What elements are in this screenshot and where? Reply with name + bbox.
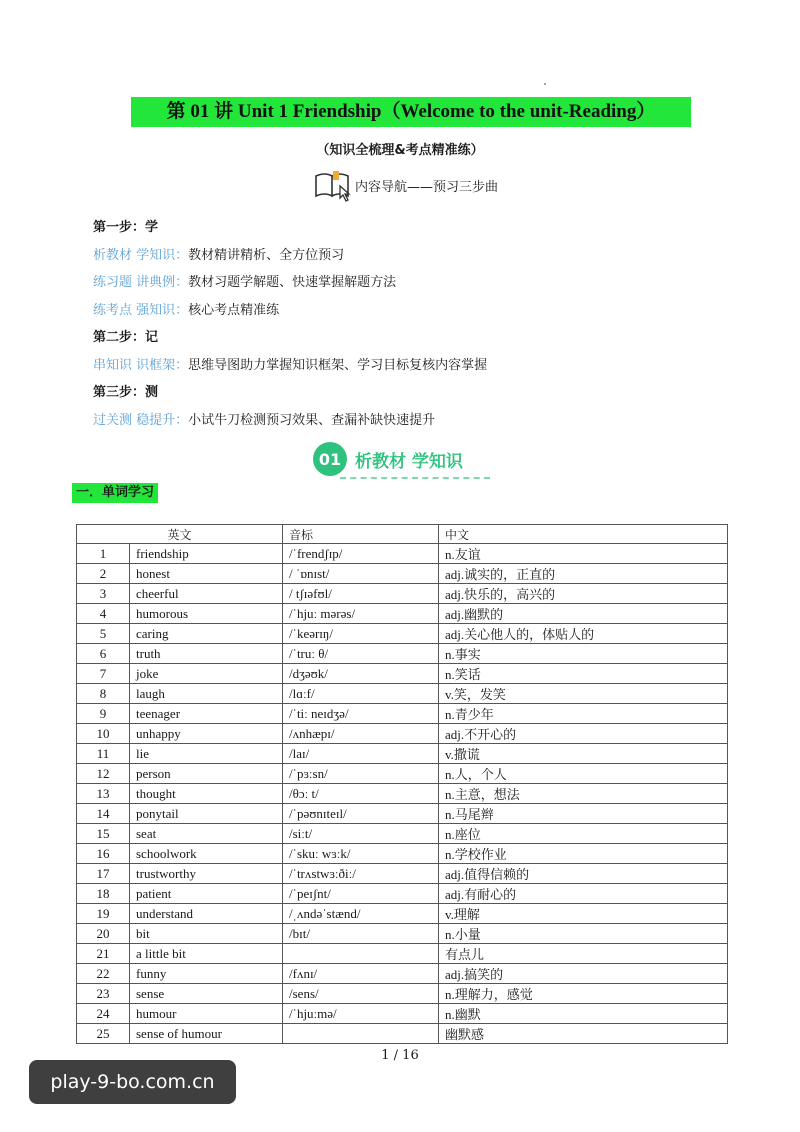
content-nav	[313, 168, 498, 202]
phonetic-cell: /bɪt/	[283, 924, 439, 944]
phonetic-cell: /sens/	[283, 984, 439, 1004]
meaning-cell: v.撒谎	[439, 744, 728, 764]
phonetic-cell: /ˌʌndəˈstænd/	[283, 904, 439, 924]
meaning-cell: n.理解力，感觉	[439, 984, 728, 1004]
meaning-cell: n.青少年	[439, 704, 728, 724]
step-heading: 第二步：记	[93, 330, 159, 345]
table-row	[77, 1004, 728, 1024]
step-text: 核心考点精准练	[188, 302, 280, 318]
table-row	[77, 944, 728, 964]
step-tag: 过关测 稳提升：	[93, 412, 189, 428]
table-row	[77, 924, 728, 944]
table-row	[77, 1024, 728, 1044]
word-cell: lie	[130, 744, 283, 764]
row-number: 2	[77, 564, 130, 584]
row-number: 20	[77, 924, 130, 944]
row-number: 12	[77, 764, 130, 784]
row-number: 4	[77, 604, 130, 624]
meaning-cell: adj.搞笑的	[439, 964, 728, 984]
meaning-cell: 幽默感	[439, 1024, 728, 1044]
meaning-cell: n.幽默	[439, 1004, 728, 1024]
step-heading: 第一步：学	[93, 220, 159, 235]
table-row	[77, 804, 728, 824]
row-number: 6	[77, 644, 130, 664]
row-number: 19	[77, 904, 130, 924]
row-number: 21	[77, 944, 130, 964]
table-row	[77, 744, 728, 764]
phonetic-cell: /ˈhjuː mərəs/	[283, 604, 439, 624]
word-cell: sense of humour	[130, 1024, 283, 1044]
table-header-row	[77, 525, 728, 544]
header-phonetic: 音标	[283, 525, 439, 544]
row-number: 18	[77, 884, 130, 904]
row-number: 23	[77, 984, 130, 1004]
phonetic-cell: /ˈfrendʃɪp/	[283, 544, 439, 564]
table-row	[77, 844, 728, 864]
row-number: 22	[77, 964, 130, 984]
word-cell: caring	[130, 624, 283, 644]
row-number: 13	[77, 784, 130, 804]
meaning-cell: v.理解	[439, 904, 728, 924]
header-chinese: 中文	[439, 525, 728, 544]
badge-number: 01	[313, 442, 347, 476]
word-cell: understand	[130, 904, 283, 924]
step-text: 思维导图助力掌握知识框架、学习目标复核内容掌握	[188, 357, 488, 373]
phonetic-cell: /ˈtruː θ/	[283, 644, 439, 664]
word-cell: sense	[130, 984, 283, 1004]
row-number: 14	[77, 804, 130, 824]
section-heading: 一．单词学习	[72, 483, 158, 503]
word-cell: seat	[130, 824, 283, 844]
row-number: 11	[77, 744, 130, 764]
page-number: 1 / 16	[381, 1048, 419, 1063]
row-number: 9	[77, 704, 130, 724]
step-tag: 练考点 强知识：	[93, 302, 189, 318]
row-number: 16	[77, 844, 130, 864]
row-number: 10	[77, 724, 130, 744]
phonetic-cell	[283, 944, 439, 964]
steps-list	[93, 214, 713, 434]
page-title: 第 01 讲 Unit 1 Friendship（Welcome to the unit-Reading）	[131, 97, 691, 127]
meaning-cell: n.友谊	[439, 544, 728, 564]
table-row	[77, 884, 728, 904]
meaning-cell: adj.有耐心的	[439, 884, 728, 904]
word-cell: person	[130, 764, 283, 784]
word-cell: joke	[130, 664, 283, 684]
phonetic-cell: /dʒəʊk/	[283, 664, 439, 684]
table-row	[77, 604, 728, 624]
word-cell: unhappy	[130, 724, 283, 744]
meaning-cell: n.座位	[439, 824, 728, 844]
badge-underline	[340, 477, 490, 479]
table-row	[77, 784, 728, 804]
meaning-cell: n.人，个人	[439, 764, 728, 784]
step-text: 教材精讲精析、全方位预习	[188, 247, 345, 263]
word-cell: bit	[130, 924, 283, 944]
table-row	[77, 824, 728, 844]
table-row	[77, 664, 728, 684]
phonetic-cell	[283, 1024, 439, 1044]
step-item	[93, 352, 713, 380]
meaning-cell: n.主意，想法	[439, 784, 728, 804]
row-number: 7	[77, 664, 130, 684]
phonetic-cell: / ˈɒnɪst/	[283, 564, 439, 584]
phonetic-cell: /ˈpəʊnɪteɪl/	[283, 804, 439, 824]
word-cell: funny	[130, 964, 283, 984]
meaning-cell: adj.幽默的	[439, 604, 728, 624]
section-badge	[313, 441, 463, 477]
phonetic-cell: /θɔː t/	[283, 784, 439, 804]
phonetic-cell: /ˈtrʌstwɜːðiː/	[283, 864, 439, 884]
speck	[544, 83, 546, 85]
meaning-cell: adj.快乐的，高兴的	[439, 584, 728, 604]
row-number: 3	[77, 584, 130, 604]
word-cell: trustworthy	[130, 864, 283, 884]
vocab-table	[76, 524, 728, 1044]
step-item	[93, 297, 713, 325]
phonetic-cell: /lɑːf/	[283, 684, 439, 704]
meaning-cell: n.小量	[439, 924, 728, 944]
phonetic-cell: /fʌnɪ/	[283, 964, 439, 984]
phonetic-cell: /siːt/	[283, 824, 439, 844]
phonetic-cell: /ʌnhæpɪ/	[283, 724, 439, 744]
meaning-cell: n.马尾辫	[439, 804, 728, 824]
step-item	[93, 242, 713, 270]
step-tag: 串知识 识框架：	[93, 357, 189, 373]
word-cell: thought	[130, 784, 283, 804]
table-row	[77, 984, 728, 1004]
word-cell: a little bit	[130, 944, 283, 964]
meaning-cell: v.笑，发笑	[439, 684, 728, 704]
step-item	[93, 269, 713, 297]
step-text: 教材习题学解题、快速掌握解题方法	[188, 275, 397, 290]
meaning-cell: adj.关心他人的，体贴人的	[439, 624, 728, 644]
table-row	[77, 704, 728, 724]
phonetic-cell: /ˈhjuːmə/	[283, 1004, 439, 1024]
step-text: 小试牛刀检测预习效果、查漏补缺快速提升	[188, 412, 436, 428]
word-cell: patient	[130, 884, 283, 904]
table-row	[77, 764, 728, 784]
table-row	[77, 724, 728, 744]
row-number: 8	[77, 684, 130, 704]
row-number: 1	[77, 544, 130, 564]
nav-text: 内容导航——预习三步曲	[355, 179, 499, 195]
meaning-cell: n.笑话	[439, 664, 728, 684]
table-row	[77, 904, 728, 924]
word-cell: cheerful	[130, 584, 283, 604]
phonetic-cell: / tʃɪəfʊl/	[283, 584, 439, 604]
phonetic-cell: /ˈkeərɪŋ/	[283, 624, 439, 644]
phonetic-cell: /laɪ/	[283, 744, 439, 764]
row-number: 5	[77, 624, 130, 644]
phonetic-cell: /ˈtiː neɪdʒə/	[283, 704, 439, 724]
step-tag: 析教材 学知识：	[93, 247, 189, 263]
page-subtitle: （知识全梳理&考点精准练）	[316, 143, 484, 158]
book-pointer-icon	[313, 168, 353, 202]
row-number: 15	[77, 824, 130, 844]
row-number: 25	[77, 1024, 130, 1044]
row-number: 24	[77, 1004, 130, 1024]
word-cell: laugh	[130, 684, 283, 704]
step-tag: 练习题 讲典例：	[93, 275, 189, 290]
watermark: play-9-bo.com.cn	[29, 1060, 236, 1104]
word-cell: humour	[130, 1004, 283, 1024]
table-row	[77, 564, 728, 584]
meaning-cell: adj.诚实的，正直的	[439, 564, 728, 584]
table-row	[77, 684, 728, 704]
word-cell: friendship	[130, 544, 283, 564]
phonetic-cell: /ˈpɜːsn/	[283, 764, 439, 784]
step-heading: 第三步：测	[93, 385, 159, 400]
word-cell: truth	[130, 644, 283, 664]
header-english: 英文	[77, 525, 283, 544]
phonetic-cell: /ˈskuː wɜːk/	[283, 844, 439, 864]
table-row	[77, 964, 728, 984]
step-item	[93, 407, 713, 435]
meaning-cell: n.学校作业	[439, 844, 728, 864]
meaning-cell: n.事实	[439, 644, 728, 664]
word-cell: honest	[130, 564, 283, 584]
badge-text: 析教材 学知识	[355, 451, 463, 472]
row-number: 17	[77, 864, 130, 884]
phonetic-cell: /ˈpeɪʃnt/	[283, 884, 439, 904]
table-row	[77, 624, 728, 644]
meaning-cell: adj.不开心的	[439, 724, 728, 744]
table-row	[77, 644, 728, 664]
word-cell: schoolwork	[130, 844, 283, 864]
table-row	[77, 864, 728, 884]
word-cell: teenager	[130, 704, 283, 724]
table-row	[77, 584, 728, 604]
meaning-cell: 有点儿	[439, 944, 728, 964]
meaning-cell: adj.值得信赖的	[439, 864, 728, 884]
table-row	[77, 544, 728, 564]
word-cell: humorous	[130, 604, 283, 624]
word-cell: ponytail	[130, 804, 283, 824]
